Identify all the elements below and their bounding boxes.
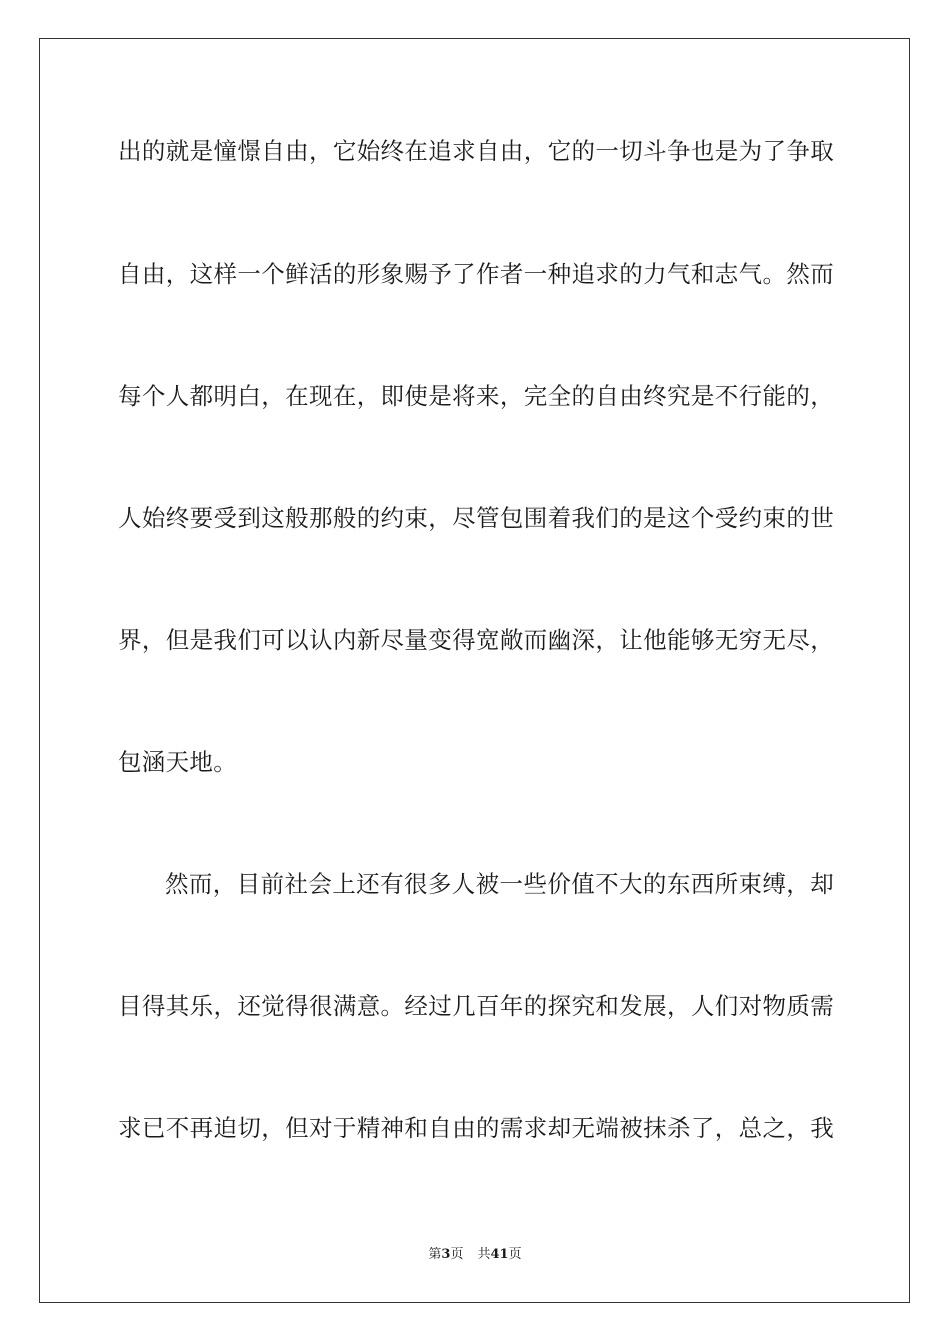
footer-total-prefix: 共 bbox=[477, 1247, 491, 1262]
footer-page-prefix: 第 bbox=[428, 1247, 442, 1262]
page-footer bbox=[0, 1245, 950, 1265]
footer-page-number: 3 bbox=[441, 1247, 451, 1262]
footer-page-suffix: 页 bbox=[450, 1247, 464, 1262]
body-line-5: 界，但是我们可以认内新尽量变得宽敞而幽深，让他能够无穷无尽， bbox=[118, 626, 834, 654]
body-line-7: 然而，目前社会上还有很多人被一些价值不大的东西所束缚，却 bbox=[165, 870, 834, 898]
body-line-1: 出的就是憧憬自由，它始终在追求自由，它的一切斗争也是为了争取 bbox=[118, 137, 834, 165]
body-line-6: 包涵天地。 bbox=[118, 748, 237, 776]
footer-total-suffix: 页 bbox=[508, 1247, 522, 1262]
body-line-4: 人始终要受到这般那般的约束，尽管包围着我们的是这个受约束的世 bbox=[118, 504, 834, 532]
body-line-8: 目得其乐，还觉得很满意。经过几百年的探究和发展，人们对物质需 bbox=[118, 992, 834, 1020]
body-line-2: 自由，这样一个鲜活的形象赐予了作者一种追求的力气和志气。然而 bbox=[118, 260, 834, 288]
body-line-9: 求已不再迫切，但对于精神和自由的需求却无端被抹杀了，总之，我 bbox=[118, 1114, 834, 1142]
footer-total-number: 41 bbox=[490, 1247, 509, 1262]
body-line-3: 每个人都明白，在现在，即使是将来，完全的自由终究是不行能的， bbox=[118, 382, 834, 410]
